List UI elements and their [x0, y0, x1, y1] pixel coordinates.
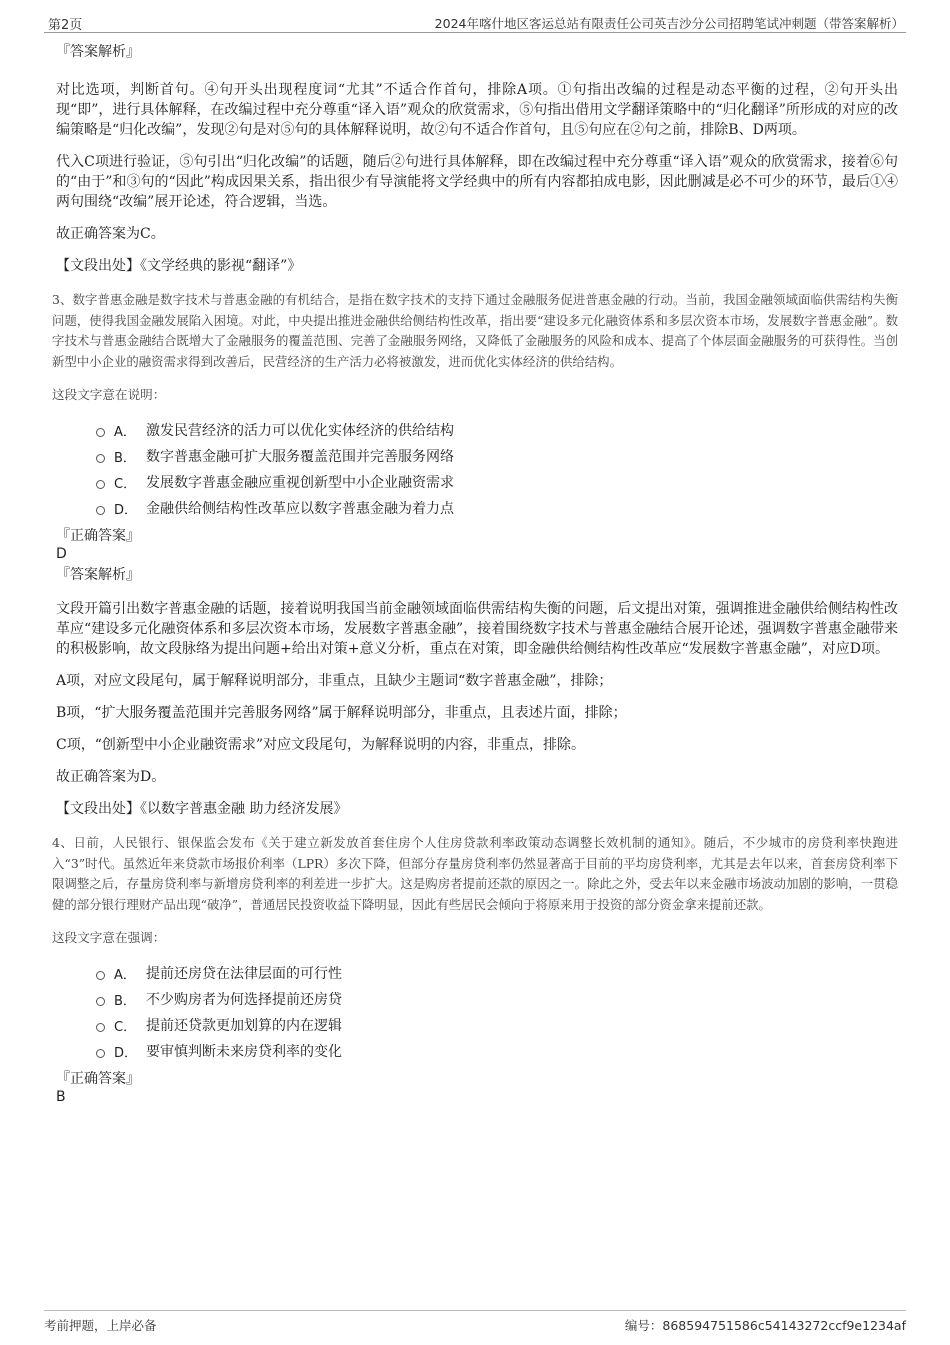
- option-text: 不少购房者为何选择提前还房贷: [146, 992, 342, 1008]
- q2-analysis-paragraph-2: 代入C项进行验证，⑤句引出“归化改编”的话题，随后②句进行具体解释，即在改编过程中充分尊重“译入语”观众的欣赏需求，接着⑥句的“由于”和③句的“因此”构成因果关系，指出很少有导演能将文学经典中的所有内容都拍成电影，因此删减是必不可少的环节，最后①④两句围绕“改编”展开论述，符合逻辑，当选。: [56, 154, 898, 210]
- document-title: 2024年喀什地区客运总站有限责任公司英吉沙分公司招聘笔试冲刺题（带答案解析）: [434, 16, 904, 31]
- radio-icon[interactable]: [96, 1023, 105, 1032]
- q3-option-d[interactable]: [96, 495, 898, 521]
- option-text: 要审慎判断未来房贷利率的变化: [146, 1044, 342, 1060]
- q3-analysis-paragraph-1: 文段开篇引出数字普惠金融的话题，接着说明我国当前金融领域面临供需结构失衡的问题，后文提出对策，强调推进金融供给侧结构性改革应“建设多元化融资体系和多层次资本市场，发展数字普惠金融”，接着围绕数字技术与普惠金融结合展开论述，强调数字普惠金融带来的积极影响，故文段脉络为提出问题+给出对策+意义分析，重点在对策，即金融供给侧结构性改革应“发展数字普惠金融”，对应D项。: [56, 601, 898, 657]
- q4-option-b[interactable]: [96, 986, 898, 1012]
- q3-stem: 3、数字普惠金融是数字技术与普惠金融的有机结合，是指在数字技术的支持下通过金融服务促进普惠金融的行动。当前，我国金融领域面临供需结构失衡问题，使得我国金融发展陷入困境。对此，中央提出推进金融供给侧结构性改革，指出要“建设多元化融资体系和多层次资本市场，发展数字普惠金融”。数字技术与普惠金融结合既增大了金融服务的覆盖范围、完善了金融服务网络，又降低了金融服务的风险和成本、提高了个体层面金融服务的可获得性。当创新型中小企业的融资需求得到改善后，民营经济的生产活力必将被激发，进而优化实体经济的供给结构。: [52, 292, 898, 369]
- main-content: [52, 42, 898, 1108]
- q4-correct-value: B: [56, 1089, 66, 1105]
- option-text: 金融供给侧结构性改革应以数字普惠金融为着力点: [146, 501, 454, 517]
- radio-icon[interactable]: [96, 480, 105, 489]
- q3-option-c[interactable]: [96, 469, 898, 495]
- option-text: 数字普惠金融可扩大服务覆盖范围并完善服务网络: [146, 449, 454, 465]
- option-letter: D．: [114, 502, 138, 518]
- option-letter: B．: [114, 993, 136, 1009]
- document-code: 编号：868594751586c54143272ccf9e1234af: [624, 1318, 906, 1333]
- page-number: 第2页: [48, 18, 83, 33]
- option-text: 激发民营经济的活力可以优化实体经济的供给结构: [146, 423, 454, 439]
- radio-icon[interactable]: [96, 971, 105, 980]
- q3-option-a[interactable]: [96, 417, 898, 443]
- q3-options: [96, 417, 898, 521]
- q4-option-d[interactable]: [96, 1038, 898, 1064]
- radio-icon[interactable]: [96, 997, 105, 1006]
- option-letter: A．: [114, 424, 136, 440]
- q3-analysis-option-c: C项，“创新型中小企业融资需求”对应文段尾句，为解释说明的内容，非重点，排除。: [56, 737, 586, 753]
- q3-correct-label: 『正确答案』: [56, 528, 140, 544]
- radio-icon[interactable]: [96, 1049, 105, 1058]
- q2-conclusion: 故正确答案为C。: [56, 226, 165, 242]
- q4-option-c[interactable]: [96, 1012, 898, 1038]
- option-text: 发展数字普惠金融应重视创新型中小企业融资需求: [146, 475, 454, 491]
- q4-option-a[interactable]: [96, 960, 898, 986]
- q3-analysis-option-a: A项，对应文段尾句，属于解释说明部分，非重点，且缺少主题词“数字普惠金融”，排除；: [56, 673, 613, 689]
- q3-source: 【文段出处】《以数字普惠金融 助力经济发展》: [56, 801, 348, 817]
- radio-icon[interactable]: [96, 506, 105, 515]
- page-footer: [44, 1310, 906, 1337]
- q3-option-b[interactable]: [96, 443, 898, 469]
- q4-options: [96, 960, 898, 1064]
- option-letter: A．: [114, 967, 136, 983]
- q4-prompt: 这段文字意在强调：: [52, 930, 166, 945]
- radio-icon[interactable]: [96, 454, 105, 463]
- option-letter: D．: [114, 1045, 138, 1061]
- option-letter: C．: [114, 1019, 137, 1035]
- option-letter: C．: [114, 476, 137, 492]
- option-text: 提前还房贷在法律层面的可行性: [146, 966, 342, 982]
- q2-analysis-paragraph-1: 对比选项，判断首句。④句开头出现程度词“尤其”不适合作首句，排除A项。①句指出改编的过程是动态平衡的过程，②句开头出现“即”，进行具体解释，在改编过程中充分尊重“译入语”观众的欣赏需求，⑤句指出借用文学翻译策略中的“归化翻译”所形成的对应的改编策略是“归化改编”，发现②句是对⑤句的具体解释说明，故②句不适合作首句，且⑤句应在②句之前，排除B、D两项。: [56, 82, 898, 138]
- q2-analysis-label: 『答案解析』: [56, 44, 140, 60]
- q4-correct-label: 『正确答案』: [56, 1071, 140, 1087]
- radio-icon[interactable]: [96, 428, 105, 437]
- page-header: [44, 12, 906, 33]
- option-text: 提前还贷款更加划算的内在逻辑: [146, 1018, 342, 1034]
- q3-analysis-option-b: B项，“扩大服务覆盖范围并完善服务网络”属于解释说明部分，非重点，且表述片面，排除；: [56, 705, 627, 721]
- q3-analysis-label: 『答案解析』: [56, 567, 140, 583]
- option-letter: B．: [114, 450, 136, 466]
- footer-slogan: 考前押题，上岸必备: [44, 1318, 157, 1333]
- q2-source: 【文段出处】《文学经典的影视“翻译”》: [56, 258, 302, 274]
- q4-stem: 4、日前，人民银行、银保监会发布《关于建立新发放首套住房个人住房贷款利率政策动态调整长效机制的通知》。随后，不少城市的房贷利率快跑进入“3”时代。虽然近年来贷款市场报价利率（LPR）多次下降，但部分存量房贷利率仍然显著高于目前的平均房贷利率，尤其是去年以来，首套房贷利率下限调整之后，存量房贷利率与新增房贷利率的利差进一步扩大。这是购房者提前还款的原因之一。除此之外，受去年以来金融市场波动加剧的影响，一贯稳健的部分银行理财产品出现“破净”，普通居民投资收益下降明显，因此有些居民会倾向于将原来用于投资的部分资金拿来提前还款。: [52, 835, 898, 912]
- q3-correct-value: D: [56, 546, 67, 562]
- q3-prompt: 这段文字意在说明：: [52, 387, 166, 402]
- q3-conclusion: 故正确答案为D。: [56, 769, 166, 785]
